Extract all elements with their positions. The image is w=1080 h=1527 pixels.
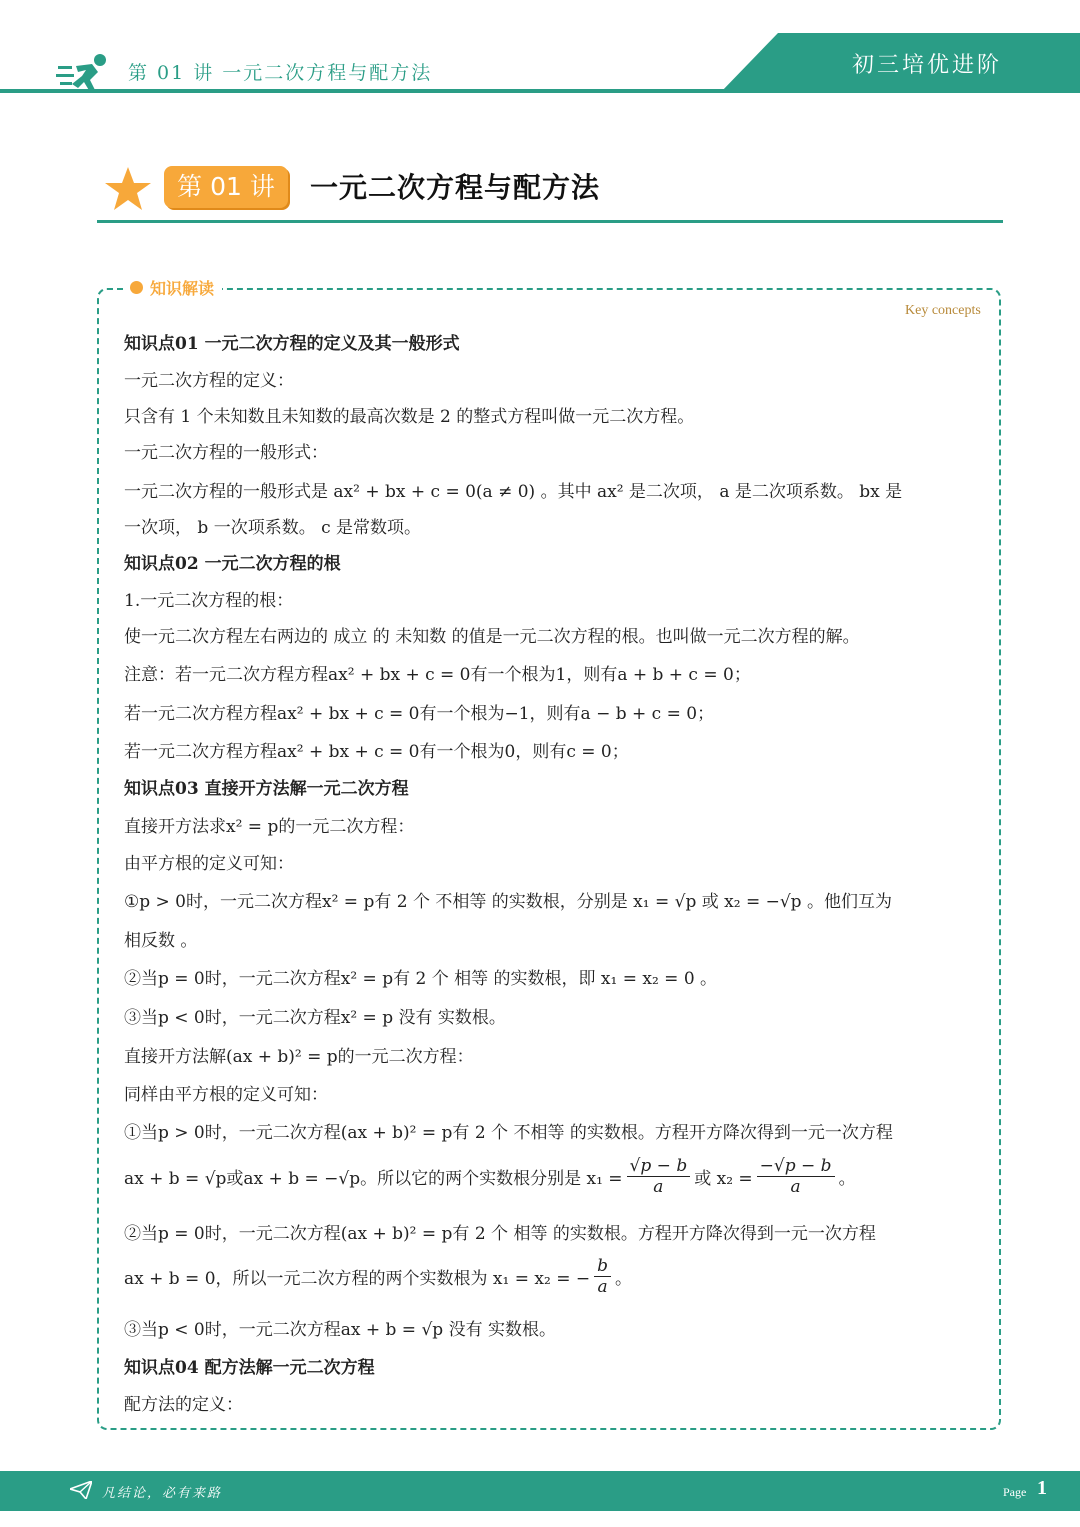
text-line: 只含有 1 个未知数且未知数的最高次数是 2 的整式方程叫做一元二次方程。 — [124, 407, 695, 427]
text-line: ①当p > 0时，一元二次方程(ax + b)² = p有 2 个 不相等 的实数根。方程开方降次得到一元一次方程 — [124, 1123, 893, 1143]
runner-icon — [56, 52, 112, 94]
text-line: 配方法的定义： — [124, 1395, 243, 1415]
page-title: 一元二次方程与配方法 — [310, 171, 601, 204]
heading-kp02: 知识点02 一元二次方程的根 — [124, 554, 341, 574]
fraction-denominator: a — [653, 1177, 664, 1197]
fraction-numerator: −√p − b — [757, 1156, 835, 1177]
star-icon — [104, 166, 152, 212]
paper-plane-icon — [70, 1481, 92, 1499]
heading-kp04: 知识点04 配方法解一元二次方程 — [124, 1358, 375, 1378]
page-header — [0, 0, 1080, 100]
text-line: 1.一元二次方程的根： — [124, 591, 294, 611]
fraction-root-3 — [594, 1256, 611, 1297]
section-tag-label: 知识解读 — [150, 279, 215, 298]
text-segment: ax + b = 0，所以一元二次方程的两个实数根为 x₁ = x₂ = − — [124, 1269, 591, 1289]
formula-line-roots — [124, 1156, 856, 1197]
text-line: 注意：若一元二次方程方程ax² + bx + c = 0有一个根为1，则有a + b + c = 0； — [124, 665, 751, 685]
heading-kp03: 知识点03 直接开方法解一元二次方程 — [124, 779, 409, 799]
header-series-label: 初三培优进阶 — [852, 53, 1003, 78]
text-line: 若一元二次方程方程ax² + bx + c = 0有一个根为−1，则有a − b + c = 0； — [124, 704, 715, 724]
text-segment: ax + b = √p或ax + b = −√p。所以它的两个实数根分别是 x₁ = — [124, 1169, 623, 1189]
page-footer — [0, 1471, 1080, 1511]
text-line: 直接开方法求x² = p的一元二次方程： — [124, 817, 415, 837]
text-line: ③当p < 0时，一元二次方程ax + b = √p 没有 实数根。 — [124, 1320, 556, 1340]
text-line: 若一元二次方程方程ax² + bx + c = 0有一个根为0，则有c = 0； — [124, 742, 629, 762]
fraction-denominator: a — [790, 1177, 801, 1197]
fraction-root-2 — [757, 1156, 835, 1197]
text-line: ③当p < 0时，一元二次方程x² = p 没有 实数根。 — [124, 1008, 506, 1028]
section-tag — [126, 276, 222, 299]
bullet-dot-icon — [130, 281, 143, 294]
header-divider — [0, 89, 730, 93]
text-line: 直接开方法解(ax + b)² = p的一元二次方程： — [124, 1047, 474, 1067]
text-line: 相反数 。 — [124, 931, 198, 951]
lesson-title-row — [100, 160, 1004, 224]
text-line: 一次项， b 一次项系数。 c 是常数项。 — [124, 518, 422, 538]
text-segment: 或 x₂ = — [694, 1169, 753, 1189]
section-subtitle: Key concepts — [905, 303, 981, 318]
text-line: ①p > 0时，一元二次方程x² = p有 2 个 不相等 的实数根，分别是 x₁ = √p 或 x₂ = −√p 。他们互为 — [124, 892, 892, 912]
text-line: 一元二次方程的一般形式是 ax² + bx + c = 0(a ≠ 0) 。其中 ax² 是二次项， a 是二次项系数。 bx 是 — [124, 482, 903, 502]
fraction-denominator: a — [597, 1277, 608, 1297]
text-line: 一元二次方程的定义： — [124, 371, 294, 391]
text-line: ②当p = 0时，一元二次方程x² = p有 2 个 相等 的实数根，即 x₁ = x₂ = 0 。 — [124, 969, 718, 989]
fraction-root-1 — [627, 1156, 691, 1197]
text-line: 使一元二次方程左右两边的 成立 的 未知数 的值是一元二次方程的根。也叫做一元二次方程的解。 — [124, 627, 860, 647]
fraction-numerator: √p − b — [627, 1156, 691, 1177]
page-number: 1 — [1037, 1477, 1047, 1499]
title-divider — [97, 220, 1003, 223]
header-lesson-title: 第 01 讲 一元二次方程与配方法 — [128, 62, 433, 84]
text-line: 由平方根的定义可知： — [124, 854, 294, 874]
page-label: Page — [1003, 1485, 1027, 1499]
period: 。 — [838, 1169, 856, 1189]
footer-motto: 凡结论，必有来路 — [102, 1486, 223, 1501]
text-line: 同样由平方根的定义可知： — [124, 1085, 328, 1105]
text-line: ②当p = 0时，一元二次方程(ax + b)² = p有 2 个 相等 的实数根。方程开方降次得到一元一次方程 — [124, 1224, 876, 1244]
lesson-badge: 第 01 讲 — [164, 166, 288, 208]
heading-kp01: 知识点01 一元二次方程的定义及其一般形式 — [124, 334, 460, 354]
fraction-numerator: b — [594, 1256, 611, 1277]
text-line: 一元二次方程的一般形式： — [124, 443, 328, 463]
period: 。 — [614, 1269, 632, 1289]
formula-line-equal-roots — [124, 1256, 632, 1297]
